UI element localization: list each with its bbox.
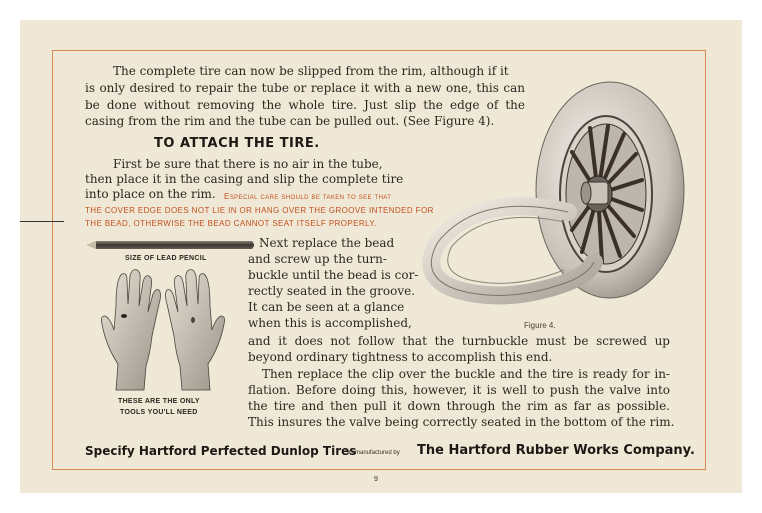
para4-line-3: the tire and then pull it down through the rim as far as possible.: [248, 399, 670, 413]
para1-line-1: The complete tire can now be slipped from the rim, although if it: [113, 64, 509, 78]
para3-line-6: when this is accomplished,: [248, 316, 412, 330]
lead-pencil-illustration: [84, 238, 259, 252]
footer-right-text: The Hartford Rubber Works Company.: [417, 443, 695, 458]
para2-line-3: into place on the rim.: [85, 187, 216, 201]
border-rule-left: [52, 50, 53, 470]
para3-line-2: and screw up the turn-: [248, 252, 387, 266]
warning-line-3: THE BEAD, OTHERWISE THE BEAD CANNOT SEAT ITSELF PROPERLY.: [85, 219, 377, 228]
para4-line-1: Then replace the clip over the buckle and the tire is ready for in-: [262, 367, 670, 381]
para3-line-3: buckle until the bead is cor-: [248, 268, 419, 282]
para2-line-1: First be sure that there is no air in the tube,: [113, 157, 383, 171]
para2-line-2: then place it in the casing and slip the complete tire: [85, 172, 404, 186]
page-edge-line: [20, 221, 64, 222]
para3-line-1: Next replace the bead: [259, 236, 395, 250]
para3-line-8: beyond ordinary tightness to accomplish this end.: [248, 350, 553, 364]
hands-caption-line-1: THESE ARE THE ONLY: [118, 398, 200, 405]
para1-line-3: be done without removing the whole tire. Just slip the edge of the: [85, 98, 525, 112]
figure-caption: Figure 4.: [524, 321, 556, 330]
hands-illustration: [96, 268, 231, 393]
footer-middle-text: as manufactured by: [347, 450, 400, 456]
para3-line-7: and it does not follow that the turnbuckle must be screwed up: [248, 334, 670, 348]
para1-line-2: is only desired to repair the tube or replace it with a new one, this can: [85, 81, 525, 95]
pencil-caption: SIZE OF LEAD PENCIL: [125, 255, 207, 262]
hands-caption-line-2: TOOLS YOU'LL NEED: [120, 409, 198, 416]
para3-line-4: rectly seated in the groove.: [248, 284, 416, 298]
border-rule-bottom: [52, 469, 706, 470]
page-number: 9: [374, 476, 378, 483]
para4-line-2: flation. Before doing this, however, it is well to push the valve into: [248, 383, 670, 397]
warning-line-2: THE COVER EDGE DOES NOT LIE IN OR HANG OVER THE GROOVE INTENDED FOR: [85, 206, 434, 215]
border-rule-top: [52, 50, 706, 51]
warning-line-1: Especial care should be taken to see that: [224, 192, 392, 201]
para3-line-5: It can be seen at a glance: [248, 300, 405, 314]
para4-line-4: This insures the valve being correctly seated in the bottom of the rim.: [248, 415, 675, 429]
tire-and-wheel-illustration: [418, 72, 690, 322]
footer-left-text: Specify Hartford Perfected Dunlop Tires: [85, 444, 357, 458]
section-heading: TO ATTACH THE TIRE.: [154, 136, 320, 151]
para1-line-4: casing from the rim and the tube can be pulled out. (See Figure 4).: [85, 114, 495, 128]
border-rule-right: [705, 50, 706, 470]
